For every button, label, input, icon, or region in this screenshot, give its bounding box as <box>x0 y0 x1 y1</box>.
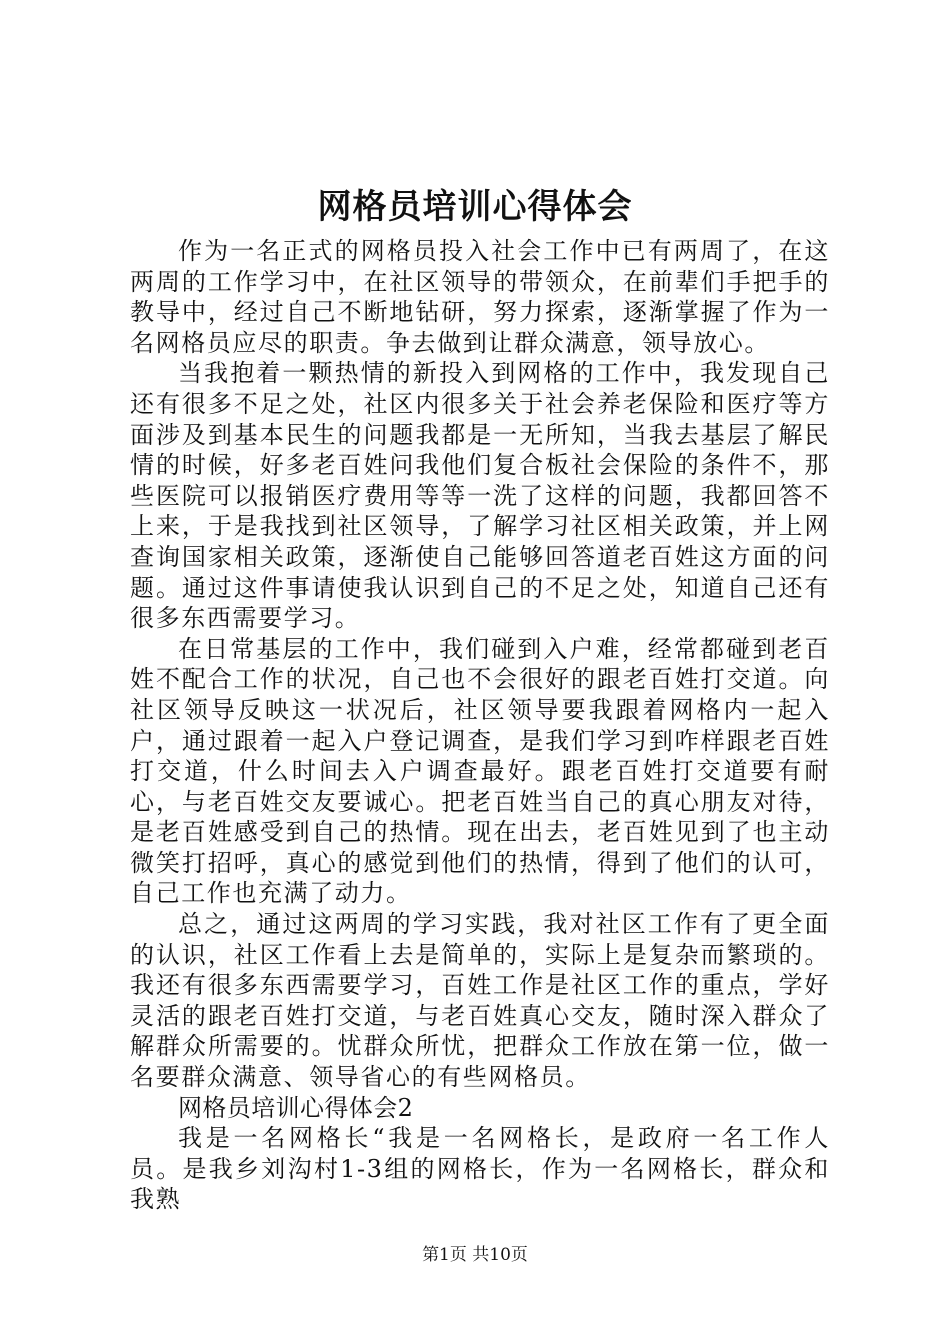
paragraph-1: 作为一名正式的网格员投入社会工作中已有两周了，在这两周的工作学习中，在社区领导的带领众，在前辈们手把手的教导中，经过自己不断地钻研，努力探索，逐渐掌握了作为一名网格员应尽的职责。争去做到让群众满意，领导放心。 <box>130 237 830 357</box>
page-number-footer: 第1页 共10页 <box>422 1245 528 1265</box>
paragraph-4: 总之，通过这两周的学习实践，我对社区工作有了更全面的认识，社区工作看上去是简单的，实际上是复杂而繁琐的。我还有很多东西需要学习，百姓工作是社区工作的重点，学好灵活的跟老百姓打交道，与老百姓真心交友，随时深入群众了解群众所需要的。忧群众所忧，把群众工作放在第一位，做一名要群众满意、领导省心的有些网格员。 <box>130 910 830 1092</box>
document-title: 网格员培训心得体会 <box>317 187 633 227</box>
document-body <box>130 236 830 1215</box>
paragraph-5: 我是一名网格长“我是一名网格长，是政府一名工作人员。是我乡刘沟村1-3组的网格长，作为一名网格长，群众和我熟 <box>130 1124 830 1214</box>
paragraph-3: 在日常基层的工作中，我们碰到入户难，经常都碰到老百姓不配合工作的状况，自己也不会很好的跟老百姓打交道。向社区领导反映这一状况后，社区领导要我跟着网格内一起入户，通过跟着一起入户登记调查，是我们学习到咋样跟老百姓打交道，什么时间去入户调查最好。跟老百姓打交道要有耐心，与老百姓交友要诚心。把老百姓当自己的真心朋友对待，是老百姓感受到自己的热情。现在出去，老百姓见到了也主动微笑打招呼，真心的感觉到他们的热情，得到了他们的认可，自己工作也充满了动力。 <box>130 634 830 908</box>
paragraph-2: 当我抱着一颗热情的新投入到网格的工作中，我发现自己还有很多不足之处，社区内很多关于社会养老保险和医疗等方面涉及到基本民生的问题我都是一无所知，当我去基层了解民情的时候，好多老百姓问我他们复合板社会保险的条件不，那些医院可以报销医疗费用等等一洗了这样的问题，我都回答不上来，于是我找到社区领导，了解学习社区相关政策，并上网查询国家相关政策，逐渐使自己能够回答道老百姓这方面的问题。通过这件事请使我认识到自己的不足之处，知道自己还有很多东西需要学习。 <box>130 359 830 633</box>
section-subtitle: 网格员培训心得体会2 <box>178 1093 414 1122</box>
